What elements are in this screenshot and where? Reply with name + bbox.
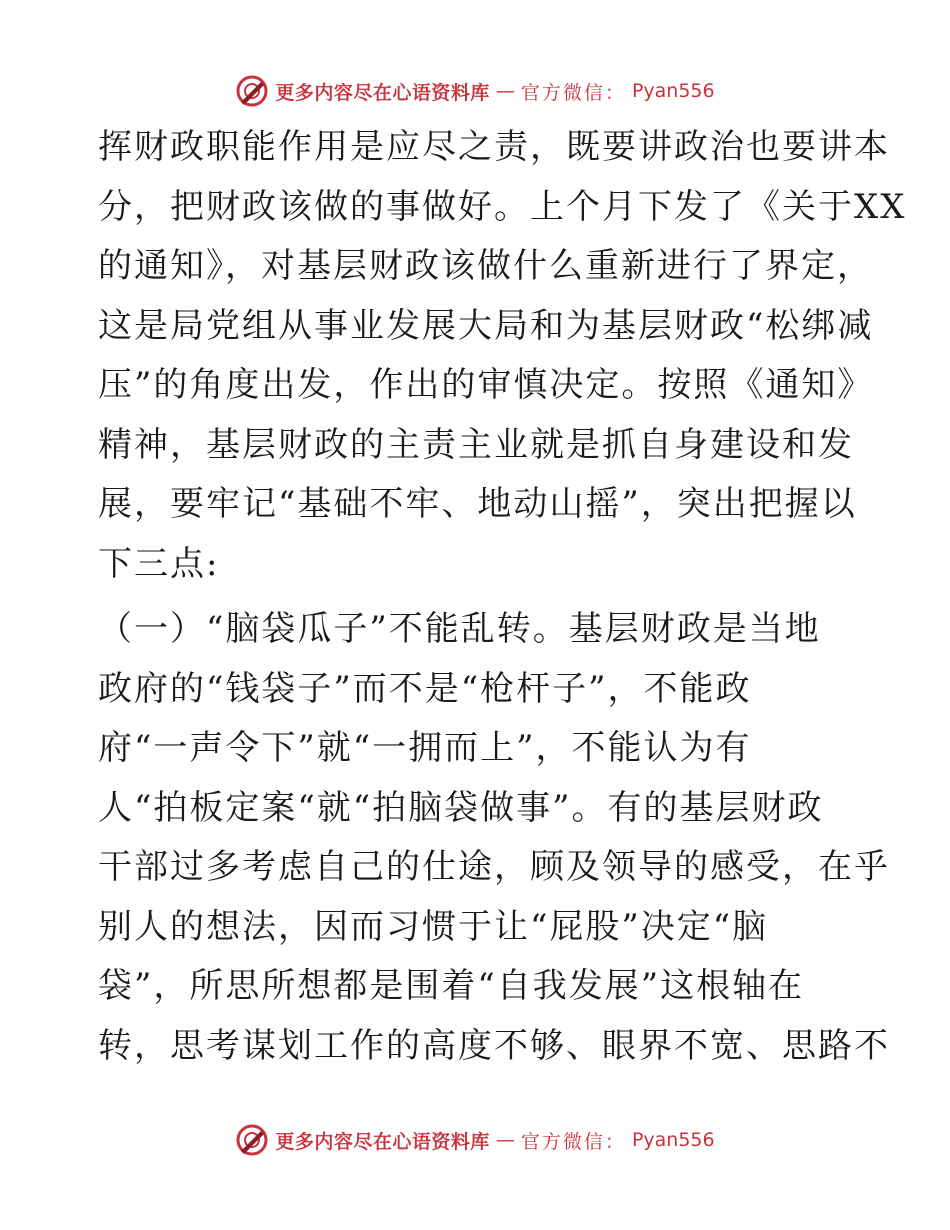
text-line: 分，把财政该做的事做好。上个月下发了《关于XX xyxy=(98,186,907,227)
text-line: 袋”，所思所想都是围着“自我发展”这根轴在 xyxy=(98,966,805,1006)
text-line: 人“拍板定案“就“拍脑袋做事”。有的基层财政 xyxy=(98,787,824,828)
watermark-separator: — xyxy=(495,80,515,102)
header-watermark xyxy=(0,71,950,111)
text-line: 政府的“钱袋子”而不是“枪杆子”，不能政 xyxy=(98,668,752,709)
text-line: 的通知》，对基层财政该做什么重新进行了界定， xyxy=(98,246,873,286)
text-line: 挥财政职能作用是应尽之责，既要讲政治也要讲本 xyxy=(98,127,890,167)
footer-watermark xyxy=(0,1120,950,1160)
text-line: 压”的角度出发，作出的审慎决定。按照《通知》 xyxy=(98,365,874,405)
watermark-account: Pyan556 xyxy=(631,80,715,102)
text-line: 下三点: xyxy=(98,543,220,584)
text-line: 展，要牢记“基础不牢、地动山摇”，突出把握以 xyxy=(98,484,857,524)
paragraph-2 xyxy=(98,600,890,1076)
text-line: 转，思考谋划工作的高度不够、眼界不宽、思路不 xyxy=(98,1025,890,1066)
watermark-logo-icon xyxy=(235,74,269,108)
text-line: 府“一声令下”就“一拥而上”，不能认为有 xyxy=(98,728,752,768)
watermark-separator: — xyxy=(495,1129,515,1151)
watermark-logo-icon xyxy=(235,1123,269,1157)
watermark-main-text: 更多内容尽在心语资料库 xyxy=(275,1130,490,1153)
watermark-label: 官方微信： xyxy=(520,81,626,104)
watermark-account: Pyan556 xyxy=(631,1129,715,1151)
text-line: 这是局党组从事业发展大局和为基层财政“松绑减 xyxy=(98,305,874,346)
text-line: 精神，基层财政的主责主业就是抓自身建设和发 xyxy=(98,424,854,465)
watermark-main-text: 更多内容尽在心语资料库 xyxy=(275,81,490,104)
paragraph-1 xyxy=(98,118,907,594)
text-line: 别人的想法，因而习惯于让“屁股”决定“脑 xyxy=(98,906,769,947)
document-body xyxy=(98,118,907,1076)
text-line: （一）“脑袋瓜子”不能乱转。基层财政是当地 xyxy=(98,609,821,649)
text-line: 干部过多考虑自己的仕途，顾及领导的感受，在乎 xyxy=(98,847,890,887)
watermark-label: 官方微信： xyxy=(520,1130,626,1153)
